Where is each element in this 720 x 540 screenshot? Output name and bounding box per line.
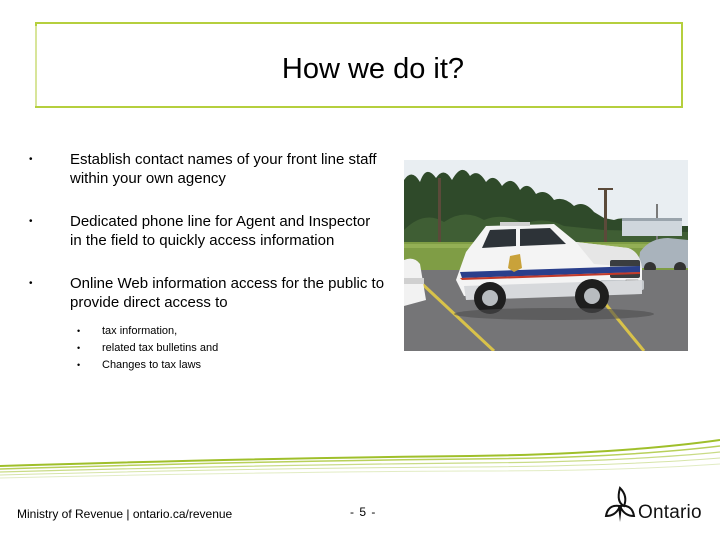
sub-bullet-text: tax information, <box>102 325 178 337</box>
bullet-text: Online Web information access for the public to provide direct access to <box>70 275 385 311</box>
footer-ministry-text: Ministry of Revenue | ontario.ca/revenue <box>17 507 233 521</box>
page-number: - 5 - <box>350 505 377 519</box>
bullet-marker: • <box>29 154 33 165</box>
ontario-logo <box>602 486 712 526</box>
bullet-marker: • <box>77 360 81 370</box>
bullet-list <box>26 150 386 374</box>
list-item <box>26 150 386 188</box>
title-box <box>35 22 683 108</box>
bullet-text: Dedicated phone line for Agent and Inspector in the field to quickly access information <box>70 213 371 249</box>
list-item <box>26 212 386 250</box>
bullet-marker: • <box>29 216 33 227</box>
list-item <box>26 274 386 374</box>
ontario-logo-text: Ontario <box>638 502 702 523</box>
bullet-marker: • <box>77 343 81 353</box>
bullet-marker: • <box>77 326 81 336</box>
sub-bullet-text: related tax bulletins and <box>102 342 219 354</box>
bullet-marker: • <box>29 278 33 289</box>
green-swoosh-decoration <box>0 430 720 490</box>
sub-list-item <box>70 340 386 357</box>
sub-list-item <box>70 323 386 340</box>
sub-list-item <box>70 357 386 374</box>
slide-title: How we do it? <box>281 53 465 85</box>
sub-bullet-text: Changes to tax laws <box>102 359 202 371</box>
sub-bullet-list <box>70 323 386 374</box>
trillium-icon <box>602 486 638 526</box>
pickup-truck-photo <box>404 160 688 351</box>
bullet-text: Establish contact names of your front line staff within your own agency <box>70 151 377 187</box>
